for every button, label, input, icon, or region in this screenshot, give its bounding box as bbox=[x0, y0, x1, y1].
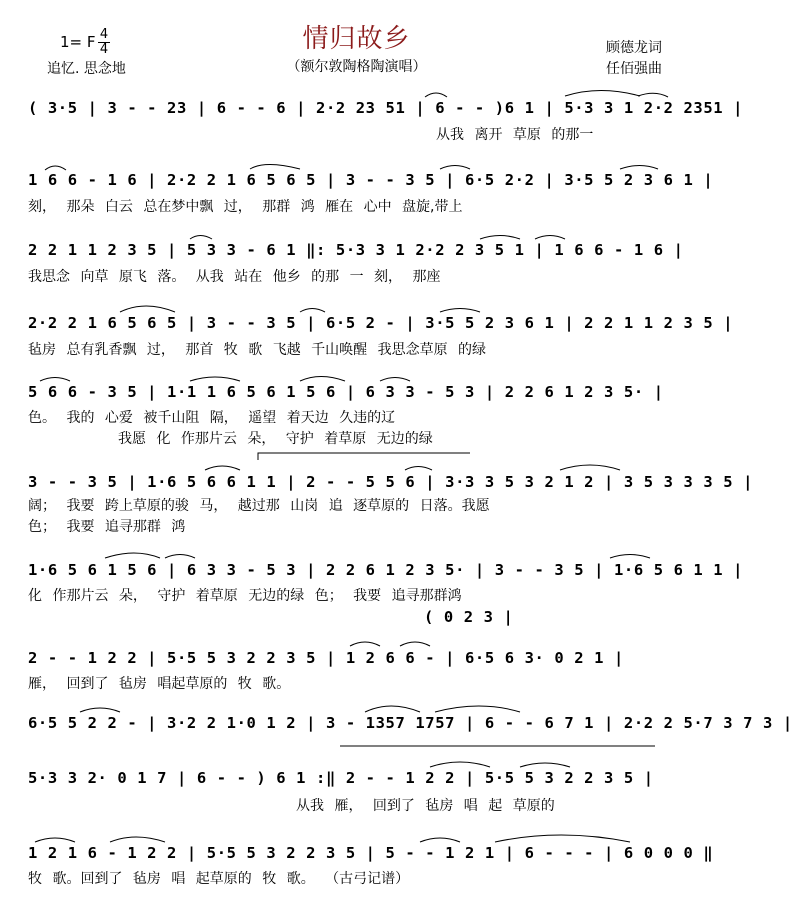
lyrics-line-5a: 色。 我的 心爱 被千山阻 隔， 遥望 着天边 久违的辽 bbox=[28, 410, 396, 426]
slur bbox=[105, 553, 160, 558]
lyrics-line-6b: 色； 我要 追寻那群 鸿 bbox=[28, 519, 186, 535]
key-signature: 1= F bbox=[60, 33, 96, 51]
slur bbox=[440, 309, 480, 313]
notation-line-1: ( 3·5 | 3 - - 23 | 6 - - 6 | 2·2 23 51 | 6 - - )6 1 | 5·3 3 1 2·2 2351 | bbox=[28, 99, 744, 117]
slur bbox=[535, 236, 565, 240]
slur bbox=[250, 165, 300, 170]
notation-line-11: 1 2 1 6 - 1 2 2 | 5·5 5 3 2 2 3 5 | 5 - - 1 2 1 | 6 - - - | 6 0 0 0 ‖ bbox=[28, 844, 714, 862]
slur bbox=[120, 306, 175, 312]
notation-line-5: 5 6 6 - 3 5 | 1·1 1 6 5 6 1 5 6 | 6 3 3 - 5 3 | 2 2 6 1 2 3 5· | bbox=[28, 383, 664, 401]
notation-line-4: 2·2 2 1 6 5 6 5 | 3 - - 3 5 | 6·5 2 - | 3·5 5 2 3 6 1 | 2 2 1 1 2 3 5 | bbox=[28, 314, 734, 332]
lyrics-line-8: 雁， 回到了 毡房 唱起草原的 牧 歌。 bbox=[28, 676, 291, 692]
page-title: 情归故乡 bbox=[302, 24, 411, 54]
slur bbox=[440, 166, 470, 170]
slur bbox=[365, 706, 420, 712]
slur bbox=[400, 642, 430, 646]
slur bbox=[565, 91, 640, 97]
slur bbox=[480, 236, 520, 240]
notation-line-3: 2 2 1 1 2 3 5 | 5 3 3 - 6 1 ‖: 5·3 3 1 2·2 2 3 5 1 | 1 6 6 - 1 6 | bbox=[28, 241, 684, 259]
slur bbox=[190, 236, 212, 240]
lyrics-line-7: 化 作那片云 朵， 守护 着草原 无边的绿 色； 我要 追寻那群鸿 bbox=[28, 588, 462, 604]
notation-pickup: ( 0 2 3 | bbox=[424, 608, 514, 626]
composer-credit: 任佰强曲 bbox=[606, 61, 662, 77]
lyrics-line-5b: 我愿 化 作那片云 朵， 守护 着草原 无边的绿 bbox=[118, 431, 433, 447]
slur bbox=[300, 377, 345, 382]
slur bbox=[350, 642, 380, 646]
slur bbox=[520, 763, 570, 767]
slur bbox=[110, 837, 165, 842]
page-subtitle: （额尔敦陶格陶演唱） bbox=[286, 59, 427, 75]
notation-line-6: 3 - - 3 5 | 1·6 5 6 6 1 1 | 2 - - 5 5 6 | 3·3 3 5 3 2 1 2 | 3 5 3 3 3 5 | bbox=[28, 473, 754, 491]
notation-line-7: 1·6 5 6 1 5 6 | 6 3 3 - 5 3 | 2 2 6 1 2 3 5· | 3 - - 3 5 | 1·6 5 6 1 1 | bbox=[28, 561, 744, 579]
lyrics-line-2: 刻， 那朵 白云 总在梦中飘 过， 那群 鸿 雁在 心中 盘旋,带上 bbox=[28, 199, 463, 215]
time-signature-bottom: 4 bbox=[99, 42, 109, 57]
slur bbox=[430, 762, 490, 767]
notation-line-2: 1 6 6 - 1 6 | 2·2 2 1 6 5 6 5 | 3 - - 3 5 | 6·5 2·2 | 3·5 5 2 3 6 1 | bbox=[28, 171, 714, 189]
lyrics-line-10: 从我 雁， 回到了 毡房 唱 起 草原的 bbox=[296, 798, 555, 814]
slur bbox=[405, 467, 432, 471]
slur bbox=[638, 93, 668, 97]
time-signature-top: 4 bbox=[99, 27, 109, 42]
lyrics-line-4: 毡房 总有乳香飘 过， 那首 牧 歌 飞越 千山唤醒 我思念草原 的绿 bbox=[28, 342, 487, 358]
slur bbox=[495, 835, 630, 842]
lyrics-line-6a: 阔； 我要 跨上草原的骏 马， 越过那 山岗 追 逐草原的 日落。我愿 bbox=[28, 498, 490, 514]
slur bbox=[425, 93, 447, 97]
slur bbox=[380, 378, 410, 382]
slur bbox=[420, 838, 460, 842]
slur bbox=[300, 309, 325, 313]
slur bbox=[435, 706, 520, 712]
ending-bracket bbox=[258, 453, 470, 460]
slur bbox=[35, 838, 75, 842]
slur bbox=[190, 377, 240, 381]
lyrics-line-3: 我思念 向草 原飞 落。 从我 站在 他乡 的那 一 刻， 那座 bbox=[28, 269, 441, 285]
slur bbox=[620, 166, 658, 170]
slur bbox=[40, 378, 70, 382]
tempo-mood: 追忆. 思念地 bbox=[47, 61, 126, 77]
time-signature bbox=[98, 29, 110, 56]
slur bbox=[165, 555, 195, 559]
notation-line-10: 5·3 3 2· 0 1 7 | 6 - - ) 6 1 :‖ 2 - - 1 2 2 | 5·5 5 3 2 2 3 5 | bbox=[28, 769, 654, 787]
slur bbox=[610, 555, 650, 559]
notation-line-9: 6·5 5 2 2 - | 3·2 2 1·0 1 2 | 3 - 1357 1757 | 6 - - 6 7 1 | 2·2 2 5·7 3 7 3 | bbox=[28, 714, 793, 732]
slur bbox=[205, 466, 240, 470]
lyricist-credit: 顾德龙词 bbox=[606, 40, 662, 56]
notation-line-8: 2 - - 1 2 2 | 5·5 5 3 2 2 3 5 | 1 2 6 6 - | 6·5 6 3· 0 2 1 | bbox=[28, 649, 624, 667]
lyrics-line-11: 牧 歌。回到了 毡房 唱 起草原的 牧 歌。 （古弓记谱） bbox=[28, 871, 410, 887]
lyrics-line-1: 从我 离开 草原 的那一 bbox=[436, 127, 594, 143]
slur bbox=[80, 708, 120, 712]
slur bbox=[560, 465, 620, 470]
